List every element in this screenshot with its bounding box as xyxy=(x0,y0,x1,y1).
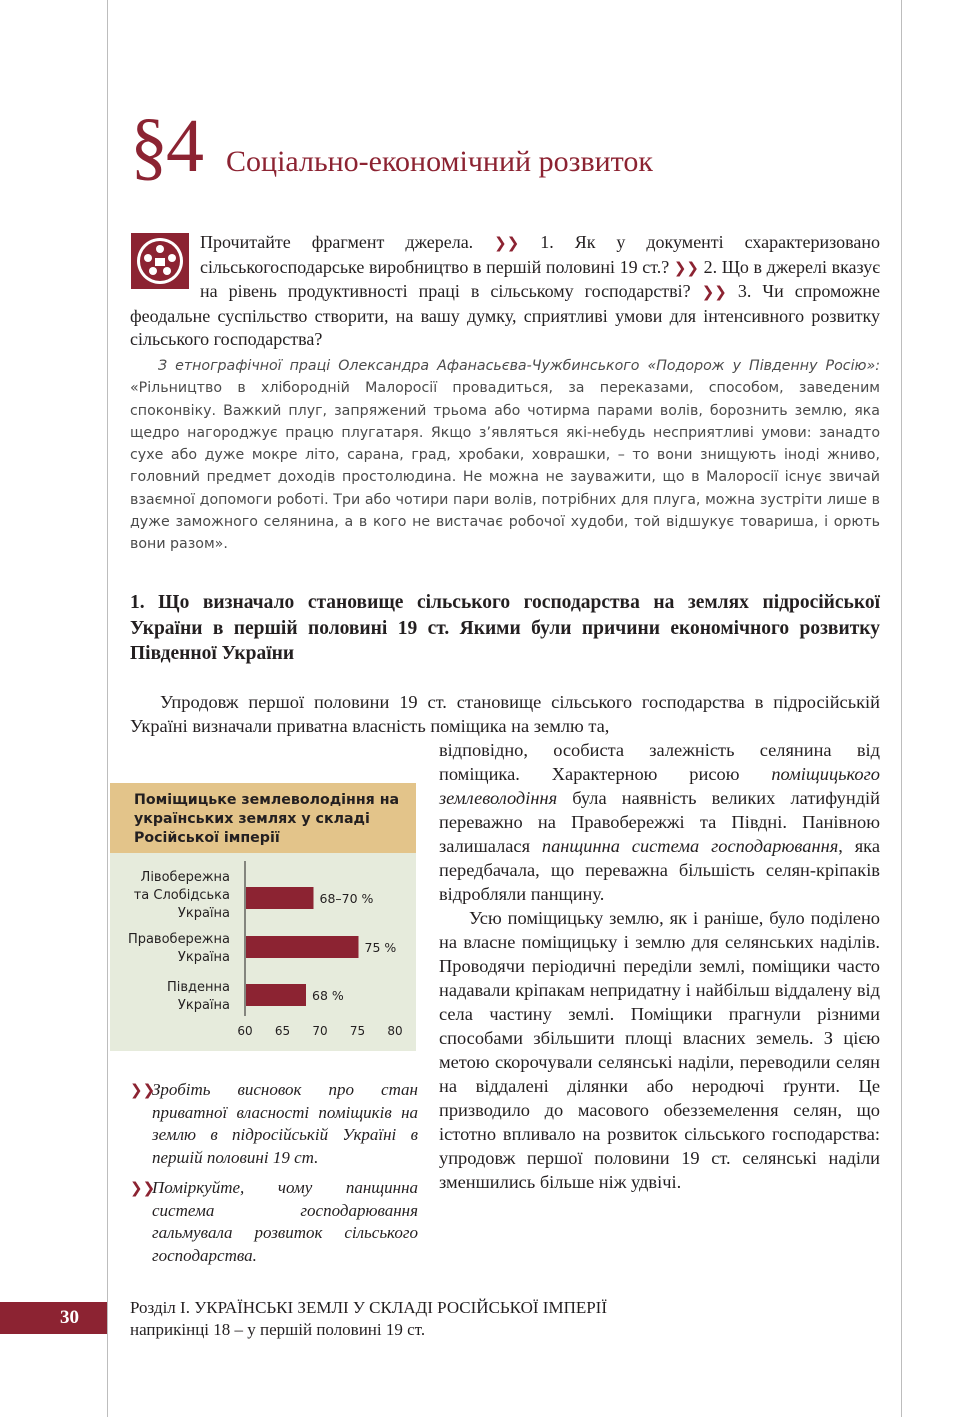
chart-category-label: Південна Україна xyxy=(166,980,230,1013)
task-text: Зробіть висновок про стан приватної власності поміщиків на землю в підросійській Україні в першій половині 19 ст. xyxy=(152,1080,418,1167)
body-text: , яка передбачала, що переважна більшість селян-кріпаків відробляли панщину. xyxy=(439,836,880,904)
source-excerpt xyxy=(130,355,880,556)
chevron-right-icon: ❯❯ xyxy=(494,234,520,252)
body-term: панщинна система господарювання xyxy=(541,836,839,856)
task-item xyxy=(130,1079,418,1169)
chart-tick-label: 80 xyxy=(387,1024,403,1038)
chart-title: Поміщицьке землеволодіння на українських землях у складі Російської імперії xyxy=(134,792,400,846)
task-text: Поміркуйте, чому панщинна система господарювання гальмувала розвиток сільського господарства. xyxy=(152,1178,418,1265)
body-text: відповідно, особиста залежність селянина від поміщика. Характерною рисою xyxy=(439,740,880,784)
page-margin-line-right xyxy=(901,0,902,1417)
chevron-right-icon: ❯❯ xyxy=(130,1081,156,1099)
chart-panel xyxy=(110,783,416,1051)
chart-value-label: 75 % xyxy=(364,940,397,955)
intro-questions xyxy=(130,231,880,352)
chevron-right-icon: ❯❯ xyxy=(701,283,727,301)
chart-value-label: 68–70 % xyxy=(319,891,374,906)
source-title: З етнографічної праці Олександра Афанасьєва-Чужбинського «Подорож у Південну Росію»: xyxy=(158,358,880,374)
page-number: 30 xyxy=(0,1302,107,1334)
body-term: поміщицького землеволодіння xyxy=(439,764,880,808)
running-footer xyxy=(130,1297,607,1340)
chart-tick-label: 75 xyxy=(349,1024,366,1038)
section-title: 1. Що визначало становище сільського господарства на землях підросійської України в першій половині 19 ст. Якими були причини економічного розвитку Південної України xyxy=(130,592,880,664)
body-column xyxy=(439,738,880,1194)
chart-bar xyxy=(246,984,306,1006)
body-paragraph-1 xyxy=(439,738,880,906)
chart-tick-label: 70 xyxy=(312,1024,328,1038)
intro-question-2: 2. Що в джерелі вказує на рівень продуктивності праці в сільському господарстві? xyxy=(200,256,880,301)
chart-tick-label: 60 xyxy=(237,1024,253,1038)
footer-line-1: Розділ І. УКРАЇНСЬКІ ЗЕМЛІ У СКЛАДІ РОСІЙСЬКОЇ ІМПЕРІЇ xyxy=(130,1298,608,1317)
chart-category-label: Лівобережна та Слобідська Україна xyxy=(133,870,230,921)
chart-header xyxy=(110,783,416,853)
chart-bar xyxy=(246,887,314,909)
bar-chart xyxy=(110,853,416,1051)
task-item xyxy=(130,1177,418,1267)
chart-value-label: 68 % xyxy=(312,988,344,1003)
footer-line-2: наприкінці 18 – у першій половині 19 ст. xyxy=(130,1319,426,1339)
chart-bar xyxy=(246,936,359,958)
chapter-number: §4 xyxy=(130,104,202,188)
intro-lead: Прочитайте фрагмент джерела. xyxy=(200,232,474,252)
body-paragraph-top xyxy=(130,690,880,738)
body-text: була наявність великих латифундій переважно на Правобережжі та Півдні. Панівною залишалася xyxy=(439,788,880,856)
intro-question-1: 1. Як у документі схарактеризовано сільськогосподарське виробництво в першій половині 19 ст.? xyxy=(200,232,881,277)
page-margin-line-left xyxy=(107,0,108,1417)
chart-category-label: Правобережна Україна xyxy=(127,932,230,965)
intro-question-3: 3. Чи спроможне феодальне суспільство створити, на вашу думку, сприятливі умови для інтенсивного розвитку сільського господарства? xyxy=(130,281,881,349)
task-list xyxy=(130,1079,418,1275)
chapter-title: Соціально-економічний розвиток xyxy=(226,145,653,178)
chart-tick-label: 65 xyxy=(274,1024,291,1038)
body-text: Упродовж першої половини 19 ст. становище сільського господарства в підросійській Україні визначали приватна власність поміщика на землю та, xyxy=(130,692,880,736)
body-paragraph-2: Усю поміщицьку землю, як і раніше, було поділено на власне поміщицьку і землю для селянських наділів. Проводячи періодичні переділи землі, поміщики часто надавали кріпакам непридатну і найбільш віддалену від села частину землі. Поміщики прагнули різними способами збільшити площі власних земель. З цією метою скорочували селянські наділи, переводили селян на віддалені ділянки або неродючі ґрунти. Це призводило до масового обезземелення селян, що істотно впливало на розвиток сільського господарства: упродовж першої половини 19 ст. селянські наділи зменшились більше ніж удвічі. xyxy=(439,908,880,1192)
chevron-right-icon: ❯❯ xyxy=(130,1179,156,1197)
source-text: «Рільництво в хлібородній Малоросії провадиться, за переказами, способом, заведеним споконвіку. Важкий плуг, запряжений трьома або чотирма парами волів, борознить землю, яка щедро нагороджує працю плугатаря. Якщо з’являться які-небудь несприятливі умови: занадто сухе або дуже мокре літо, сарана, град, хробаки, ховрашки, – то вони знищують іноді жниво, головний предмет доходів простолюдина. Не можна не зауважити, що в Малоросії існує звичай взаємної допомоги роботі. Три або чотири пари волів, потрібних для плуга, можна зустріти лише в дуже заможного селянина, а в кого не вистачає робочої худоби, той відшукує товариша, і орють вони разом». xyxy=(130,380,880,553)
chevron-right-icon: ❯❯ xyxy=(673,258,699,277)
chapter-heading xyxy=(130,104,653,188)
